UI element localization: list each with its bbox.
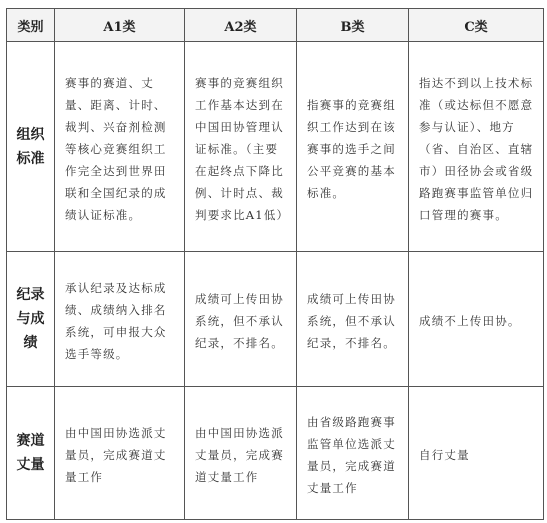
cell-b-records	[297, 252, 409, 387]
header-b: B类	[297, 9, 409, 42]
header-a1: A1类	[55, 9, 185, 42]
category-label: 赛道丈量	[16, 433, 45, 473]
cell-a2-measurement	[185, 387, 297, 520]
category-label: 纪录与成绩	[16, 287, 45, 351]
cell-a2-records	[185, 252, 297, 387]
cell-text: 赛事的赛道、丈量、距离、计时、裁判、兴奋剂检测等核心竞赛组织工作完全达到世界田联和全国纪录的成绩认证标准。	[65, 75, 167, 222]
cell-a2-organization	[185, 42, 297, 252]
header-category: 类别	[7, 9, 55, 42]
cell-text: 指赛事的竞赛组织工作达到在该赛事的选手之间公平竞赛的基本标准。	[307, 97, 396, 200]
row-course-measurement	[7, 387, 544, 520]
cell-c-records	[409, 252, 544, 387]
cell-c-organization	[409, 42, 544, 252]
cell-text: 由中国田协选派丈量员，完成赛道丈量工作	[195, 426, 284, 484]
cell-a1-organization	[55, 42, 185, 252]
category-label: 组织标准	[16, 126, 45, 167]
cell-text: 自行丈量	[419, 448, 470, 462]
header-a2: A2类	[185, 9, 297, 42]
row-records-and-results	[7, 252, 544, 387]
cell-a1-records	[55, 252, 185, 387]
classification-table	[6, 8, 544, 520]
category-organization-standard	[7, 42, 55, 252]
row-organization-standard	[7, 42, 544, 252]
cell-b-measurement	[297, 387, 409, 520]
cell-c-measurement	[409, 387, 544, 520]
cell-text: 由中国田协选派丈量员，完成赛道丈量工作	[65, 426, 167, 484]
header-c: C类	[409, 9, 544, 42]
cell-text: 赛事的竞赛组织工作基本达到在中国田协管理认证标准。（主要在起终点下降比例、计时点、裁判要求比A1低）	[195, 75, 290, 222]
cell-text: 成绩不上传田协。	[419, 314, 521, 328]
cell-text: 成绩可上传田协系统，但不承认纪录，不排名。	[307, 292, 396, 350]
cell-text: 指达不到以上技术标准（或达标但不愿意参与认证）、地方（省、自治区、直辖市）田径协会或省级路跑赛事监管单位归口管理的赛事。	[419, 75, 534, 222]
cell-text: 由省级路跑赛事监管单位选派丈量员，完成赛道丈量工作	[307, 415, 396, 495]
category-records-and-results	[7, 252, 55, 387]
cell-a1-measurement	[55, 387, 185, 520]
header-row	[7, 9, 544, 42]
category-course-measurement	[7, 387, 55, 520]
cell-text: 成绩可上传田协系统，但不承认纪录，不排名。	[195, 292, 284, 350]
cell-text: 承认纪录及达标成绩、成绩纳入排名系统，可申报大众选手等级。	[65, 281, 167, 361]
cell-b-organization	[297, 42, 409, 252]
